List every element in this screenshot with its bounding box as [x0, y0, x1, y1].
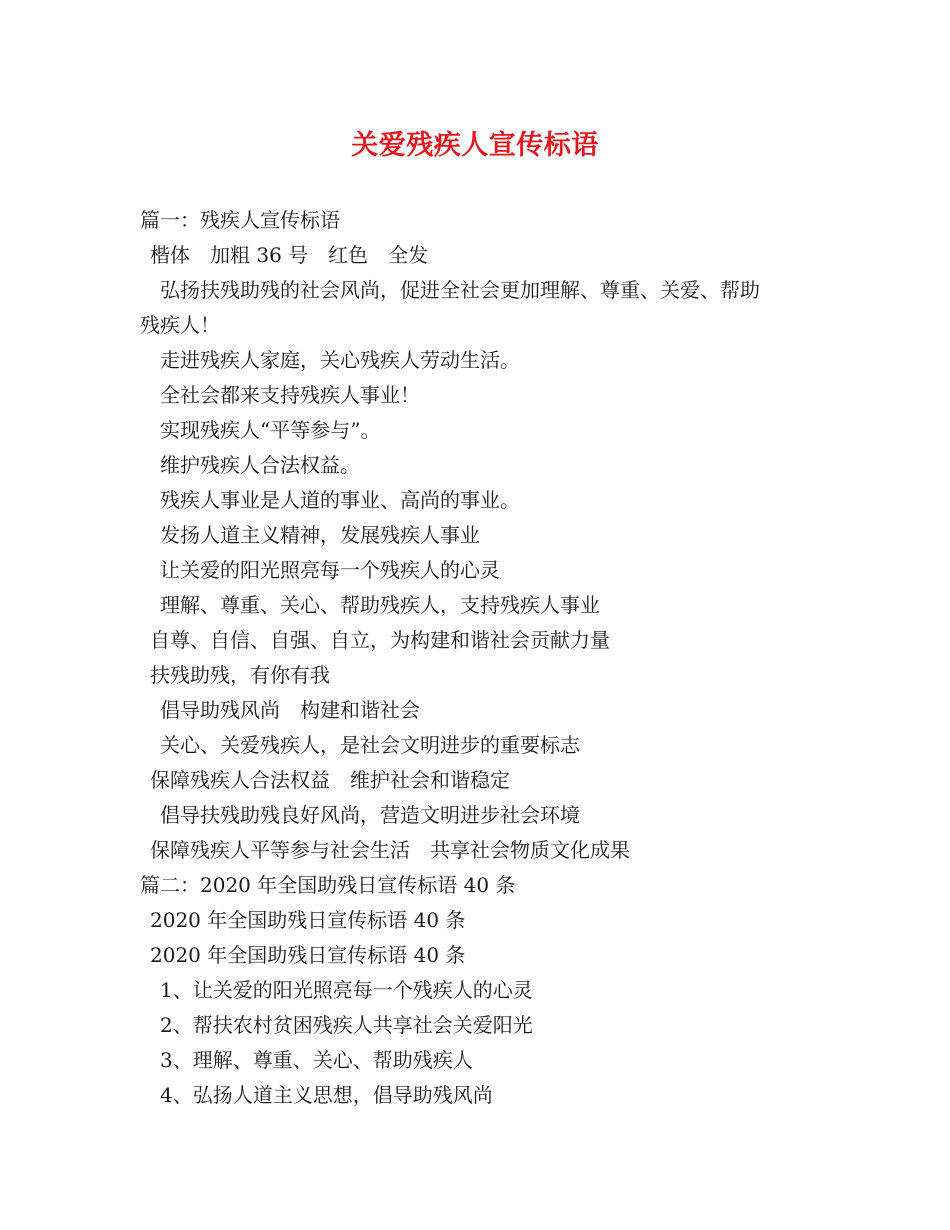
- text-line: 2020 年全国助残日宣传标语 40 条: [150, 908, 466, 932]
- text-line: 走进残疾人家庭，关心残疾人劳动生活。: [160, 348, 520, 372]
- text-line: 残疾人事业是人道的事业、高尚的事业。: [160, 488, 520, 512]
- text-line: 4、弘扬人道主义思想，倡导助残风尚: [160, 1083, 493, 1107]
- text-line: 保障残疾人合法权益 维护社会和谐稳定: [150, 768, 510, 792]
- text-line: 实现残疾人“平等参与”。: [160, 418, 381, 442]
- text-line: 让关爱的阳光照亮每一个残疾人的心灵: [160, 558, 500, 582]
- text-line: 篇二：2020 年全国助残日宣传标语 40 条: [140, 873, 516, 897]
- text-line: 残疾人！: [140, 313, 220, 337]
- text-line: 2、帮扶农村贫困残疾人共享社会关爱阳光: [160, 1013, 533, 1037]
- document-title: 关爱残疾人宣传标语: [351, 130, 599, 161]
- text-line: 扶残助残，有你有我: [150, 663, 330, 687]
- text-line: 2020 年全国助残日宣传标语 40 条: [150, 943, 466, 967]
- text-line: 保障残疾人平等参与社会生活 共享社会物质文化成果: [150, 838, 630, 862]
- text-line: 楷体 加粗 36 号 红色 全发: [150, 243, 429, 267]
- text-line: 1、让关爱的阳光照亮每一个残疾人的心灵: [160, 978, 533, 1002]
- text-line: 理解、尊重、关心、帮助残疾人，支持残疾人事业: [160, 593, 600, 617]
- text-line: 3、理解、尊重、关心、帮助残疾人: [160, 1048, 473, 1072]
- text-line: 关心、关爱残疾人，是社会文明进步的重要标志: [160, 733, 580, 757]
- text-line: 倡导扶残助残良好风尚，营造文明进步社会环境: [160, 803, 580, 827]
- text-line: 篇一：残疾人宣传标语: [140, 208, 340, 232]
- text-line: 弘扬扶残助残的社会风尚，促进全社会更加理解、尊重、关爱、帮助: [160, 278, 760, 302]
- text-line: 全社会都来支持残疾人事业！: [160, 383, 420, 407]
- text-line: 发扬人道主义精神，发展残疾人事业: [160, 523, 480, 547]
- text-line: 自尊、自信、自强、自立，为构建和谐社会贡献力量: [150, 628, 610, 652]
- text-line: 维护残疾人合法权益。: [160, 453, 360, 477]
- document-body: [140, 203, 830, 1113]
- text-line: 倡导助残风尚 构建和谐社会: [160, 698, 420, 722]
